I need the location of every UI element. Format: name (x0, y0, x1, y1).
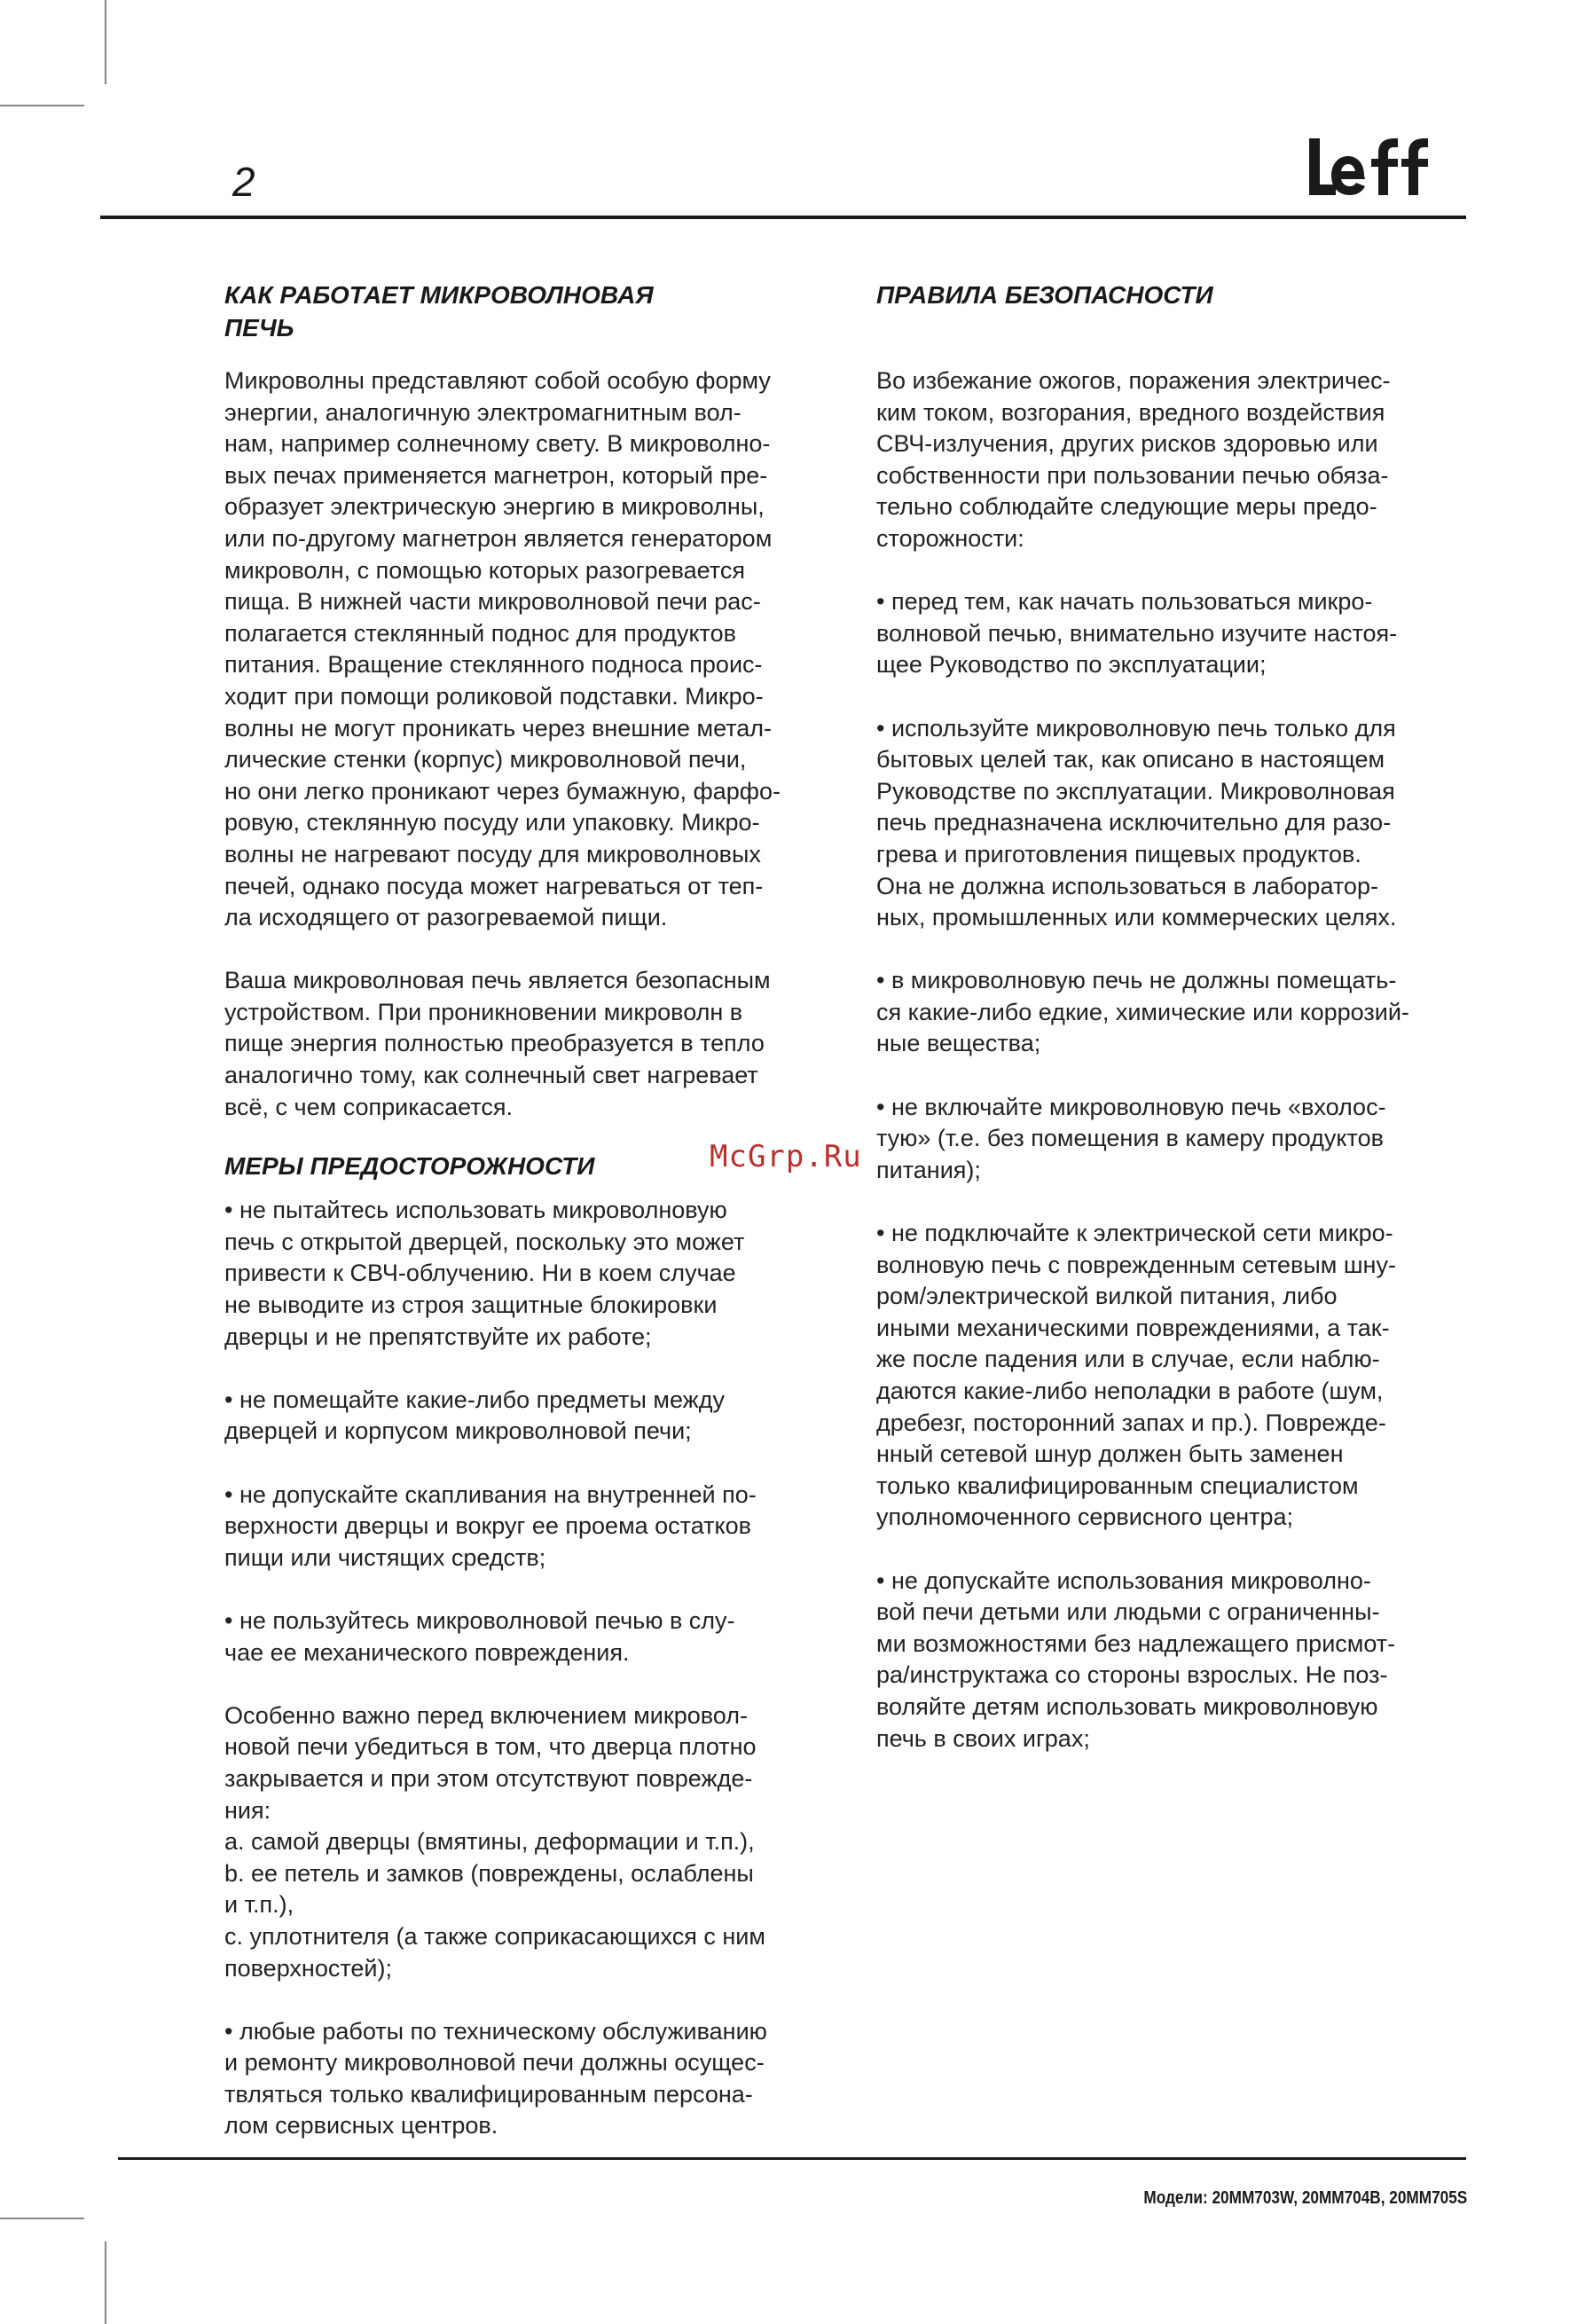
safety-rule-item: • перед тем, как начать пользоваться микро- волновой печью, внимательно изучите настоя- щее Руководство по эксплуатации; (876, 588, 1398, 679)
crop-mark-bottom (105, 2242, 106, 2324)
precaution-item: • не пытайтесь использовать микроволновую печь с открытой дверцей, поскольку это может привести к СВЧ-облучению. Ни в коем случае не выводите из строя защитные блокировки дверцы и не препятствуйте их работе; (224, 1197, 745, 1350)
door-check-paragraph: Особенно важно перед включением микровол- новой печи убедиться в том, что дверца плотно закрывается и при этом отсутствуют поврежде- ния: a. самой дверцы (вмятины, деформации и т.п.), b. ее петель и замков (повреждены, ослаблены и т.п.), c. уплотнителя (а также соприкасающихся с ним поверхностей); (224, 1701, 765, 1982)
footer-models: Модели: 20MM703W, 20MM704B, 20MM705S (1143, 2188, 1467, 2208)
safety-rule-item: • не допускайте использования микроволно- вой печи детьми или людьми с ограниченны- ми возможностями без надлежащего присмот- ра/инструктажа со стороны взрослых. Не поз- воляйте детям использовать микроволновую печь в своих играх; (876, 1566, 1396, 1752)
crop-mark-bottom-horizontal (0, 2218, 84, 2219)
right-column (876, 279, 1479, 1786)
page-number: 2 (232, 159, 255, 205)
precaution-item: • не пользуйтесь микроволновой печью в слу- чае ее механического повреждения. (224, 1606, 735, 1666)
paragraph-microwave-safety: Ваша микроволновая печь является безопасным устройством. При проникновении микроволн в пище энергия полностью преобразуется в тепло аналогично тому, как солнечный свет нагревает всё, с чем соприкасается. (224, 967, 771, 1120)
left-column (224, 279, 850, 2174)
heading-how-microwave-works: КАК РАБОТАЕТ МИКРОВОЛНОВАЯ ПЕЧЬ (224, 281, 654, 342)
header-rule (100, 216, 1466, 219)
paragraph-microwave-intro: Микроволны представляют собой особую форму энергии, аналогичную электромагнитным вол- нам, например солнечному свету. В микроволно- вых печах применяется магнетрон, который пре- образует электрическую энергию в микроволны, или по-другому магнетрон является генератором микроволн, с помощью которых разогревается пища. В нижней части микроволновой печи рас- полагается стеклянный поднос для продуктов питания. Вращение стеклянного подноса проис- ходит при помощи роликовой подставки. Микро- волны не могут проникать через внешние метал- лические стенки (корпус) микроволновой печи, но они легко проникают через бумажную, фарфо- ровую, стеклянную посуду или упаковку. Микро- волны не нагревают посуду для микроволновых печей, однако посуда может нагреваться от теп- ла исходящего от разогреваемой пищи. (224, 367, 781, 931)
safety-rule-item: • не подключайте к электрической сети микро- волновую печь с поврежденным сетевым шну- ром/электрической вилкой питания, либо иными механическими повреждениями, а так- же после падения или в случае, если наблю- даются какие-либо неполадки в работе (шум, дребезг, посторонний запах и пр.). Поврежде- нный сетевой шнур должен быть заменен только квалифицированным специалистом уполномоченного сервисного центра; (876, 1220, 1396, 1531)
crop-mark-top (105, 0, 106, 84)
safety-rule-item: • в микроволновую печь не должны помещать- ся какие-либо едкие, химические или коррозий- ные вещества; (876, 967, 1409, 1057)
footer-rule (118, 2157, 1466, 2160)
safety-rule-item: • используйте микроволновую печь только для бытовых целей так, как описано в настоящем Руководстве по эксплуатации. Микроволновая печь предназначена исключительно для разо- грева и приготовления пищевых продуктов. Она не должна использоваться в лаборатор- ных, промышленных или коммерческих целях. (876, 714, 1397, 931)
heading-precautions: МЕРЫ ПРЕДОСТОРОЖНОСТИ (224, 1152, 595, 1181)
safety-intro: Во избежание ожогов, поражения электричес- ким током, возгорания, вредного воздействия СВЧ-излучения, других рисков здоровью или собственности при пользовании печью обяза- тельно соблюдайте следующие меры предо- сторожности: (876, 367, 1391, 552)
heading-safety-rules: ПРАВИЛА БЕЗОПАСНОСТИ (876, 281, 1213, 309)
brand-logo (1302, 122, 1451, 211)
precaution-item: • не помещайте какие-либо предметы между дверцей и корпусом микроволновой печи; (224, 1386, 725, 1445)
precaution-item: • любые работы по техническому обслуживанию и ремонту микроволновой печи должны осущес- твляться только квалифицированным персона- лом сервисных центров. (224, 2017, 767, 2139)
watermark: McGrp.Ru (710, 1139, 862, 1174)
safety-rule-item: • не включайте микроволновую печь «вхолос- тую» (т.е. без помещения в камеру продуктов питания); (876, 1093, 1386, 1183)
crop-mark-top-horizontal (0, 105, 84, 106)
precaution-item: • не допускайте скапливания на внутренней по- верхности дверцы и вокруг ее проема остатков пищи или чистящих средств; (224, 1480, 757, 1571)
